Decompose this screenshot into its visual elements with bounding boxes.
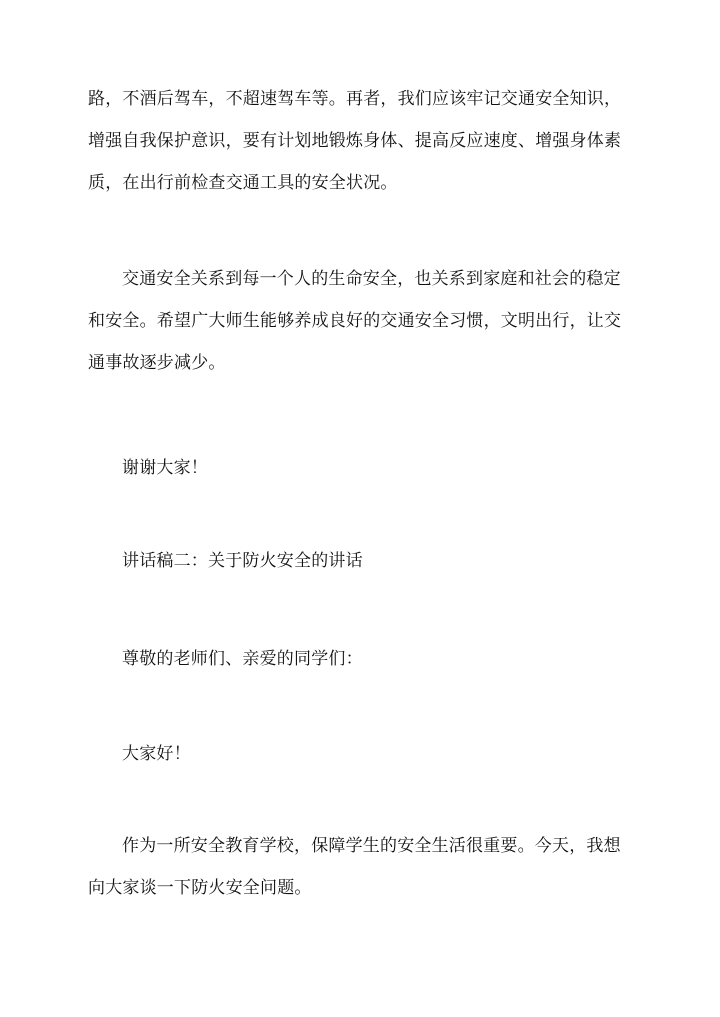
section-heading-fire-safety: 讲话稿二：关于防火安全的讲话 [122,551,363,571]
paragraph-traffic-safety-advice: 路，不酒后驾车，不超速驾车等。再者，我们应该牢记交通安全知识，增强自我保护意识，要有计划地锻炼身体、提高反应速度、增强身体素质，在出行前检查交通工具的安全状况。 [88,89,622,193]
paragraph-salutation: 尊敬的老师们、亲爱的同学们： [122,649,363,669]
paragraph-traffic-safety-conclusion: 交通安全关系到每一个人的生命安全，也关系到家庭和社会的稳定和安全。希望广大师生能够养成良好的交通安全习惯，文明出行，让交通事故逐步减少。 [88,269,622,373]
paragraph-fire-safety-intro: 作为一所安全教育学校，保障学生的安全生活很重要。今天，我想向大家谈一下防火安全问题。 [88,836,621,898]
paragraph-thanks: 谢谢大家！ [122,458,208,478]
paragraph-greeting: 大家好！ [122,744,191,764]
